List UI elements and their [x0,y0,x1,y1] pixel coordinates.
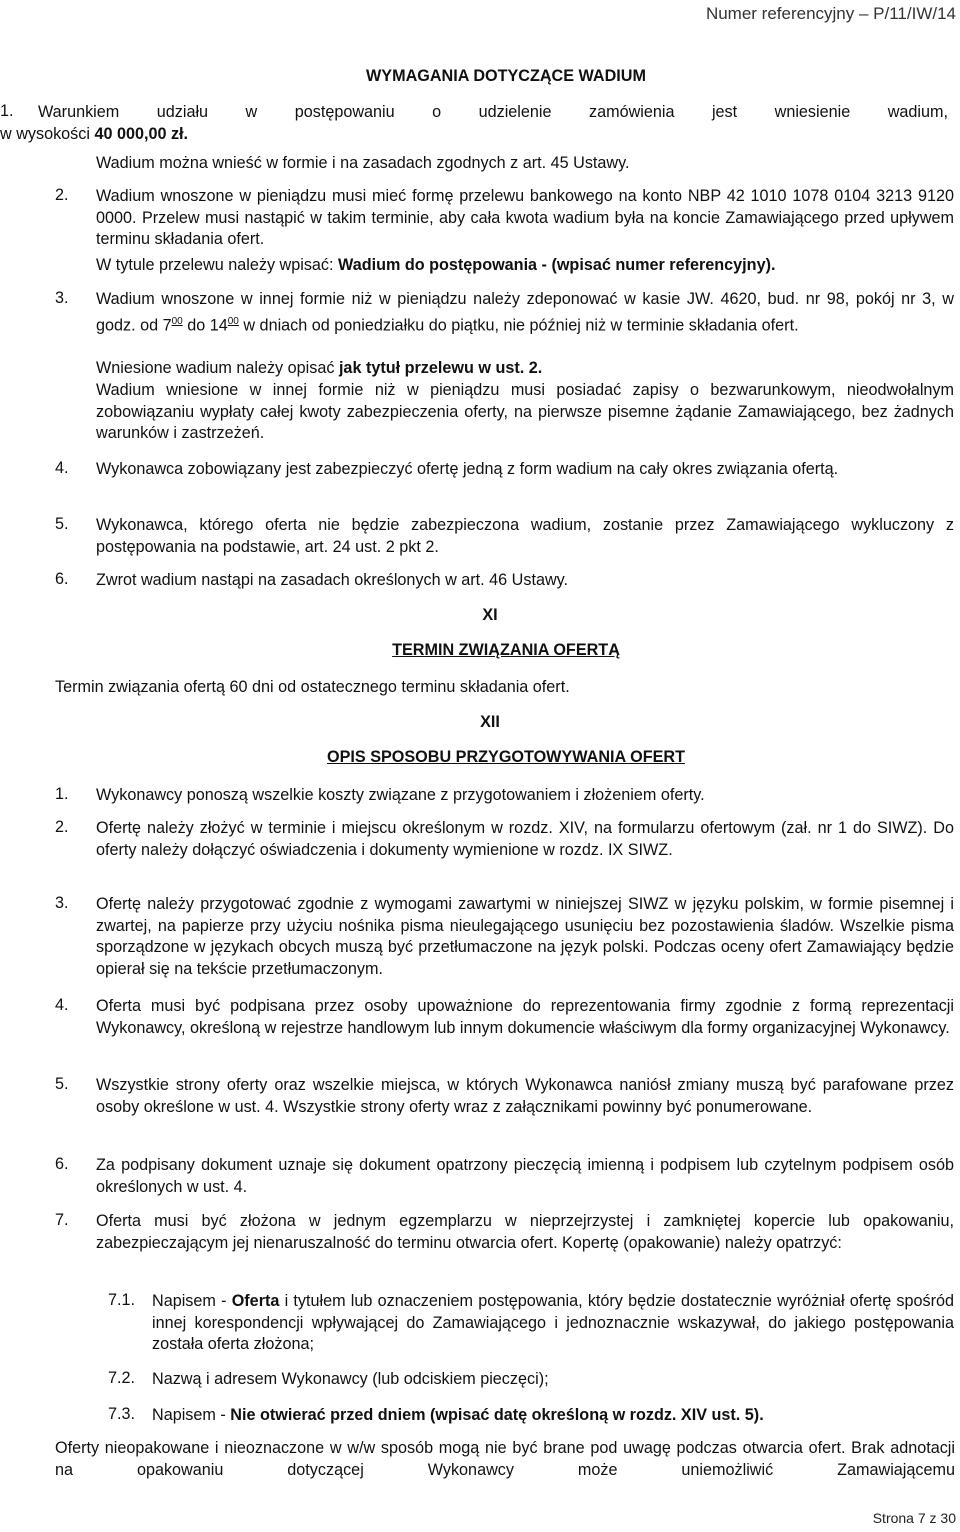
section-text-xi: Termin związania ofertą 60 dni od ostatecznego terminu składania ofert. [55,678,570,696]
list-item-text: Zwrot wadium nastąpi na zasadach określonych w art. 46 Ustawy. [96,571,569,589]
list-number: 4. [55,459,69,477]
sublist-item-text: Napisem - Nie otwierać przed dniem (wpisać datę określoną w rozdz. XIV ust. 5). [152,1406,764,1424]
list-item-text: W tytule przelewu należy wpisać: Wadium do postępowania - (wpisać numer referencyjny). [96,256,776,274]
list-number: 5. [55,1075,69,1093]
list-number: 4. [55,996,69,1014]
section-title-xi: TERMIN ZWIĄZANIA OFERTĄ [392,641,620,659]
list-number: 5. [55,515,69,533]
list-item-text: Oferta musi być złożona w jednym egzemplarzu w nieprzejrzystej i zamkniętej kopercie lub opakowaniu, zabezpieczającym jej nienaruszalność do terminu otwarcia ofert. Kopertę (opakowanie) należy opatrzyć: [96,1212,954,1252]
list-item-text: Wniesione wadium należy opisać jak tytuł przelewu w ust. 2. [96,359,543,377]
list-number: 7. [55,1211,69,1229]
list-number: 2. [55,186,69,204]
list-number: 6. [55,570,69,588]
list-number: 1. [0,102,14,120]
list-number: 3. [55,289,69,307]
list-item-text: Wadium wnoszone w pieniądzu musi mieć formę przelewu bankowego na konto NBP 42 1010 1078 0104 3213 9120 0000. Przelew musi nastąpić w takim terminie, aby cała kwota wadium była na koncie Zamawiającego przed upływem terminu składania ofert. [96,187,954,248]
closing-paragraph: Oferty nieopakowane i nieoznaczone w w/w sposób mogą nie być brane pod uwagę podczas otwarcia ofert. Brak adnotacji na opakowaniu dotyczącej Wykonawcy może uniemożliwić Zamawiającemu [55,1439,955,1479]
section-title-xii: OPIS SPOSOBU PRZYGOTOWYWANIA OFERT [327,748,685,766]
sublist-item-text: Napisem - Oferta i tytułem lub oznaczeniem postępowania, który będzie dostatecznie wyróżniał ofertę spośród innej korespondencji wpływającej do Zamawiającego i jednoznacznie wskazywał, do jakiego postępowania została oferta złożona; [152,1292,954,1353]
list-number: 2. [55,818,69,836]
list-number: 1. [55,785,69,803]
list-item-text: Ofertę należy złożyć w terminie i miejscu określonym w rozdz. XIV, na formularzu ofertowym (zał. nr 1 do SIWZ). Do oferty należy dołączyć oświadczenia i dokumenty wymienione w rozdz. IX SIWZ. [96,819,954,859]
sublist-number: 7.3. [108,1405,136,1423]
list-item-text: Warunkiem udziału w postępowaniu o udzielenie zamówienia jest wniesienie wadium, [38,103,948,121]
document-reference: Numer referencyjny – P/11/IW/14 [705,4,956,23]
section-title-wadium: WYMAGANIA DOTYCZĄCE WADIUM [366,67,646,85]
list-item-text: Wadium można wnieść w formie i na zasadach zgodnych z art. 45 Ustawy. [96,154,630,172]
transfer-title: Wadium do postępowania - (wpisać numer referencyjny). [338,256,776,274]
list-item-text: Oferta musi być podpisana przez osoby upoważnione do reprezentowania firmy zgodnie z formą reprezentacji Wykonawcy, określoną w rejestrze handlowym lub innym dokumencie właściwym dla formy organizacyjnej Wykonawcy. [96,997,954,1037]
list-item-text: Ofertę należy przygotować zgodnie z wymogami zawartymi w niniejszej SIWZ w języku polskim, w formie pisemnej i zwartej, na papierze przy użyciu nośnika pisma nieulegającego usunięciu bez pozostawienia śladów. Wszelkie pisma sporządzone w językach obcych muszą być przetłumaczone na język polski. Podczas oceny ofert Zamawiający będzie opierał się na tekście przetłumaczonym. [96,895,954,978]
list-item-text: Wykonawca, którego oferta nie będzie zabezpieczona wadium, zostanie przez Zamawiającego wykluczony z postępowania na podstawie, art. 24 ust. 2 pkt 2. [96,516,954,556]
list-item-text: Wykonawca zobowiązany jest zabezpieczyć ofertę jedną z form wadium na cały okres związania ofertą. [96,460,839,478]
list-number: 6. [55,1155,69,1173]
list-item-text: Za podpisany dokument uznaje się dokument opatrzony pieczęcią imienną i podpisem lub czytelnym podpisem osób określonych w ust. 4. [96,1156,954,1196]
section-number-xii: XII [480,713,500,731]
sublist-number: 7.2. [108,1369,136,1387]
list-item-text: Wszystkie strony oferty oraz wszelkie miejsca, w których Wykonawca naniósł zmiany muszą być parafowane przez osoby określone w ust. 4. Wszystkie strony oferty wraz z załącznikami powinny być ponumerowane. [96,1076,954,1116]
section-number-xi: XI [482,606,498,624]
wadium-amount: 40 000,00 zł. [94,125,189,143]
sublist-item-text: Nazwą i adresem Wykonawcy (lub odciskiem pieczęci); [152,1370,549,1388]
list-number: 3. [55,894,69,912]
list-item-text: w wysokości 40 000,00 zł. [0,125,189,143]
page-number: Strona 7 z 30 [872,1510,956,1526]
list-item-text: Wadium wniesione w innej formie niż w pieniądzu musi posiadać zapisy o bezwarunkowym, nieodwołalnym zobowiązaniu wypłaty całej kwoty zabezpieczenia oferty, na pierwsze pisemne żądanie Zamawiającego, bez żadnych warunków i zastrzeżeń. [96,381,954,442]
list-item-text: Wadium wnoszone w innej formie niż w pieniądzu należy zdeponować w kasie JW. 4620, bud. nr 98, pokój nr 3, w godz. od $7^{00}$ do $14^{00}$ w dniach od poniedziałku do piątku, nie później niż w terminie składania ofert. [96,290,954,334]
list-item-text: Wykonawcy ponoszą wszelkie koszty związane z przygotowaniem i złożeniem oferty. [96,786,705,804]
sublist-number: 7.1. [108,1291,136,1309]
